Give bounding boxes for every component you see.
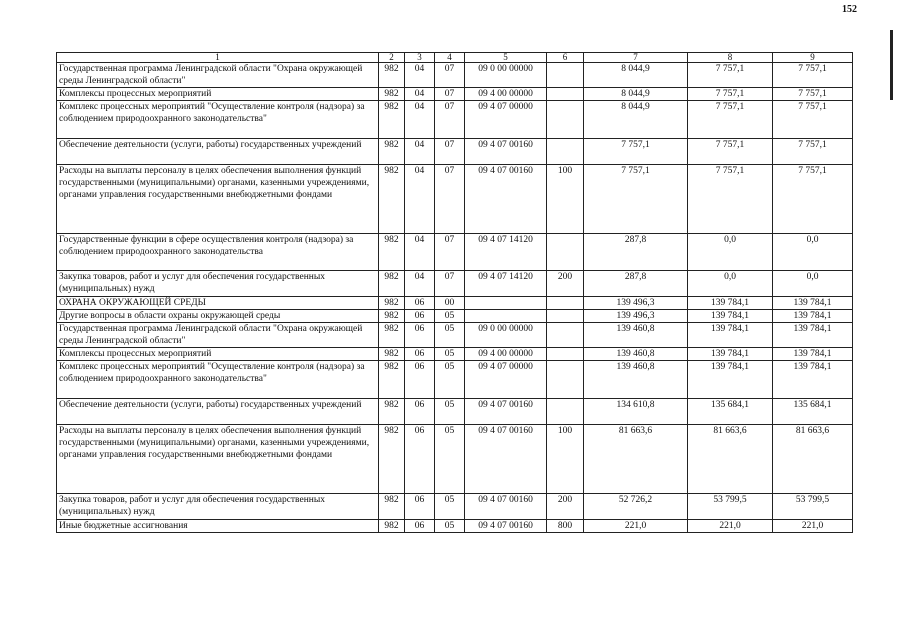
row-subsection-cell: 05	[435, 399, 465, 425]
row-target-cell: 09 0 00 00000	[465, 63, 547, 88]
row-section-cell: 04	[405, 139, 435, 165]
row-value-cell: 139 784,1	[773, 361, 853, 399]
row-value-cell: 7 757,1	[773, 165, 853, 234]
header-row	[57, 53, 853, 63]
row-value-cell: 81 663,6	[584, 425, 688, 494]
row-admin-cell: 982	[379, 361, 405, 399]
row-type-cell: 800	[547, 520, 584, 533]
row-value-cell: 52 726,2	[584, 494, 688, 520]
row-admin-cell: 982	[379, 101, 405, 139]
row-value-cell: 7 757,1	[688, 165, 773, 234]
table-row	[57, 425, 853, 494]
row-type-cell	[547, 361, 584, 399]
row-name-cell: Другие вопросы в области охраны окружающей среды	[57, 310, 379, 323]
row-target-cell: 09 4 07 00160	[465, 494, 547, 520]
row-section-cell: 04	[405, 234, 435, 271]
page-number: 152	[842, 4, 857, 15]
row-target-cell: 09 4 07 14120	[465, 271, 547, 297]
row-value-cell: 135 684,1	[773, 399, 853, 425]
row-name-cell: ОХРАНА ОКРУЖАЮЩЕЙ СРЕДЫ	[57, 297, 379, 310]
row-value-cell: 7 757,1	[688, 139, 773, 165]
row-value-cell: 139 784,1	[773, 348, 853, 361]
row-admin-cell: 982	[379, 310, 405, 323]
row-section-cell: 06	[405, 310, 435, 323]
row-admin-cell: 982	[379, 494, 405, 520]
row-value-cell: 8 044,9	[584, 88, 688, 101]
row-target-cell	[465, 310, 547, 323]
row-subsection-cell: 07	[435, 165, 465, 234]
row-value-cell: 139 496,3	[584, 310, 688, 323]
row-subsection-cell: 07	[435, 63, 465, 88]
row-section-cell: 06	[405, 520, 435, 533]
row-value-cell: 7 757,1	[584, 165, 688, 234]
row-name-cell: Обеспечение деятельности (услуги, работы) государственных учреждений	[57, 139, 379, 165]
row-admin-cell: 982	[379, 297, 405, 310]
row-value-cell: 7 757,1	[773, 88, 853, 101]
row-value-cell: 139 784,1	[688, 310, 773, 323]
row-value-cell: 139 784,1	[688, 323, 773, 348]
table-row	[57, 494, 853, 520]
budget-table	[56, 52, 853, 533]
row-name-cell: Государственные функции в сфере осуществления контроля (надзора) за соблюдением природоохранного законодательства	[57, 234, 379, 271]
row-value-cell: 7 757,1	[773, 63, 853, 88]
row-section-cell: 04	[405, 63, 435, 88]
header-cell: 5	[465, 53, 547, 63]
row-admin-cell: 982	[379, 520, 405, 533]
row-value-cell: 135 684,1	[688, 399, 773, 425]
row-type-cell	[547, 101, 584, 139]
row-section-cell: 04	[405, 165, 435, 234]
row-target-cell: 09 4 00 00000	[465, 88, 547, 101]
row-target-cell: 09 4 07 00000	[465, 101, 547, 139]
row-value-cell: 139 784,1	[688, 297, 773, 310]
row-name-cell: Государственная программа Ленинградской области "Охрана окружающей среды Ленинградской области"	[57, 63, 379, 88]
row-subsection-cell: 05	[435, 520, 465, 533]
row-value-cell: 134 610,8	[584, 399, 688, 425]
scan-edge-mark	[890, 30, 893, 100]
row-type-cell: 200	[547, 494, 584, 520]
row-type-cell: 100	[547, 425, 584, 494]
row-name-cell: Комплекс процессных мероприятий "Осуществление контроля (надзора) за соблюдением природоохранного законодательства"	[57, 101, 379, 139]
row-value-cell: 7 757,1	[688, 63, 773, 88]
row-value-cell: 7 757,1	[773, 139, 853, 165]
table-row	[57, 310, 853, 323]
table-row	[57, 139, 853, 165]
row-value-cell: 139 460,8	[584, 323, 688, 348]
row-type-cell	[547, 139, 584, 165]
row-value-cell: 7 757,1	[688, 88, 773, 101]
row-value-cell: 139 784,1	[773, 323, 853, 348]
header-cell: 7	[584, 53, 688, 63]
row-value-cell: 139 496,3	[584, 297, 688, 310]
row-value-cell: 139 460,8	[584, 361, 688, 399]
table-row	[57, 101, 853, 139]
row-value-cell: 0,0	[773, 271, 853, 297]
row-subsection-cell: 05	[435, 361, 465, 399]
row-type-cell	[547, 323, 584, 348]
row-subsection-cell: 05	[435, 494, 465, 520]
table-row	[57, 165, 853, 234]
row-admin-cell: 982	[379, 399, 405, 425]
row-value-cell: 221,0	[584, 520, 688, 533]
row-value-cell: 0,0	[688, 234, 773, 271]
row-subsection-cell: 05	[435, 323, 465, 348]
row-subsection-cell: 07	[435, 88, 465, 101]
row-subsection-cell: 07	[435, 234, 465, 271]
row-value-cell: 287,8	[584, 271, 688, 297]
row-subsection-cell: 07	[435, 101, 465, 139]
row-value-cell: 53 799,5	[773, 494, 853, 520]
header-cell: 4	[435, 53, 465, 63]
row-subsection-cell: 07	[435, 139, 465, 165]
row-type-cell	[547, 348, 584, 361]
header-cell: 3	[405, 53, 435, 63]
row-admin-cell: 982	[379, 323, 405, 348]
table-row	[57, 297, 853, 310]
row-section-cell: 06	[405, 297, 435, 310]
row-section-cell: 06	[405, 348, 435, 361]
row-value-cell: 139 460,8	[584, 348, 688, 361]
row-name-cell: Закупка товаров, работ и услуг для обеспечения государственных (муниципальных) нужд	[57, 271, 379, 297]
row-admin-cell: 982	[379, 234, 405, 271]
table-row	[57, 234, 853, 271]
row-section-cell: 06	[405, 361, 435, 399]
row-value-cell: 139 784,1	[688, 348, 773, 361]
row-name-cell: Комплекс процессных мероприятий "Осуществление контроля (надзора) за соблюдением природоохранного законодательства"	[57, 361, 379, 399]
header-cell: 2	[379, 53, 405, 63]
row-type-cell	[547, 310, 584, 323]
row-name-cell: Государственная программа Ленинградской области "Охрана окружающей среды Ленинградской области"	[57, 323, 379, 348]
table-row	[57, 361, 853, 399]
row-value-cell: 81 663,6	[688, 425, 773, 494]
row-target-cell: 09 4 07 00000	[465, 361, 547, 399]
row-name-cell: Комплексы процессных мероприятий	[57, 348, 379, 361]
row-target-cell	[465, 297, 547, 310]
row-target-cell: 09 4 07 00160	[465, 520, 547, 533]
table-row	[57, 323, 853, 348]
row-target-cell: 09 0 00 00000	[465, 323, 547, 348]
table-row	[57, 348, 853, 361]
row-subsection-cell: 00	[435, 297, 465, 310]
header-cell: 8	[688, 53, 773, 63]
row-value-cell: 0,0	[773, 234, 853, 271]
row-admin-cell: 982	[379, 63, 405, 88]
row-admin-cell: 982	[379, 88, 405, 101]
row-value-cell: 0,0	[688, 271, 773, 297]
row-target-cell: 09 4 07 00160	[465, 165, 547, 234]
row-value-cell: 7 757,1	[688, 101, 773, 139]
row-type-cell	[547, 399, 584, 425]
row-subsection-cell: 05	[435, 348, 465, 361]
row-value-cell: 221,0	[688, 520, 773, 533]
row-value-cell: 8 044,9	[584, 101, 688, 139]
header-cell: 1	[57, 53, 379, 63]
row-value-cell: 287,8	[584, 234, 688, 271]
row-section-cell: 04	[405, 88, 435, 101]
row-value-cell: 7 757,1	[773, 101, 853, 139]
row-name-cell: Комплексы процессных мероприятий	[57, 88, 379, 101]
row-type-cell	[547, 234, 584, 271]
table-row	[57, 399, 853, 425]
row-type-cell	[547, 297, 584, 310]
row-target-cell: 09 4 07 00160	[465, 425, 547, 494]
header-cell: 9	[773, 53, 853, 63]
row-value-cell: 139 784,1	[688, 361, 773, 399]
row-admin-cell: 982	[379, 165, 405, 234]
row-name-cell: Обеспечение деятельности (услуги, работы) государственных учреждений	[57, 399, 379, 425]
header-cell: 6	[547, 53, 584, 63]
row-admin-cell: 982	[379, 139, 405, 165]
row-section-cell: 06	[405, 425, 435, 494]
row-name-cell: Расходы на выплаты персоналу в целях обеспечения выполнения функций государственными (муниципальными) органами, казенными учреждениями, органами управления государственными внебюджетными фондами	[57, 425, 379, 494]
row-value-cell: 8 044,9	[584, 63, 688, 88]
row-target-cell: 09 4 07 00160	[465, 399, 547, 425]
row-name-cell: Закупка товаров, работ и услуг для обеспечения государственных (муниципальных) нужд	[57, 494, 379, 520]
row-admin-cell: 982	[379, 425, 405, 494]
row-type-cell	[547, 63, 584, 88]
row-value-cell: 139 784,1	[773, 310, 853, 323]
row-value-cell: 7 757,1	[584, 139, 688, 165]
row-target-cell: 09 4 07 00160	[465, 139, 547, 165]
row-target-cell: 09 4 00 00000	[465, 348, 547, 361]
row-admin-cell: 982	[379, 348, 405, 361]
row-section-cell: 04	[405, 271, 435, 297]
row-type-cell	[547, 88, 584, 101]
table-row	[57, 63, 853, 88]
row-subsection-cell: 07	[435, 271, 465, 297]
row-value-cell: 139 784,1	[773, 297, 853, 310]
table-row	[57, 520, 853, 533]
row-section-cell: 06	[405, 399, 435, 425]
row-section-cell: 06	[405, 323, 435, 348]
row-section-cell: 04	[405, 101, 435, 139]
row-subsection-cell: 05	[435, 310, 465, 323]
row-value-cell: 81 663,6	[773, 425, 853, 494]
row-type-cell: 200	[547, 271, 584, 297]
row-name-cell: Расходы на выплаты персоналу в целях обеспечения выполнения функций государственными (муниципальными) органами, казенными учреждениями, органами управления государственными внебюджетными фондами	[57, 165, 379, 234]
table-row	[57, 88, 853, 101]
row-type-cell: 100	[547, 165, 584, 234]
row-section-cell: 06	[405, 494, 435, 520]
row-subsection-cell: 05	[435, 425, 465, 494]
row-admin-cell: 982	[379, 271, 405, 297]
row-value-cell: 221,0	[773, 520, 853, 533]
table-row	[57, 271, 853, 297]
row-value-cell: 53 799,5	[688, 494, 773, 520]
row-target-cell: 09 4 07 14120	[465, 234, 547, 271]
row-name-cell: Иные бюджетные ассигнования	[57, 520, 379, 533]
